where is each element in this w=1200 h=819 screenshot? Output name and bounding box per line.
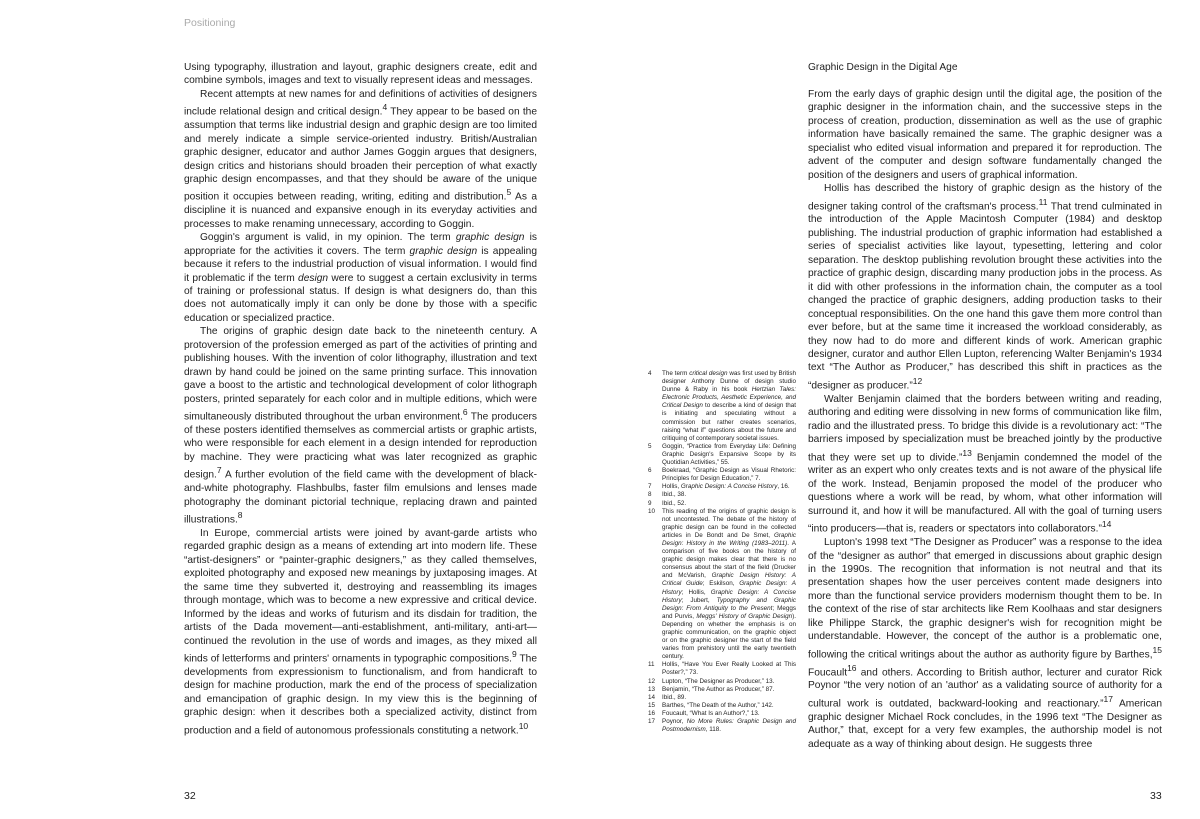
footnote-number: 14 <box>648 693 656 701</box>
paragraph: From the early days of graphic design until the digital age, the position of the graphic designer in the information chain, and the successive steps in the process of creation, production, dissemination as well as the use of graphic information have basically remained the same. The graphic designer was a specialist who edited visual information and prepared it for reproduction. The advent of the computer and design software fundamentally changed the position of the designers and users of graphical information. <box>808 89 1162 181</box>
running-head: Positioning <box>184 17 236 29</box>
footnote-text: Hollis, Graphic Design: A Concise History, 16. <box>662 483 790 491</box>
footnote-ref: 11 <box>1038 196 1048 207</box>
footnote-number: 8 <box>648 491 652 499</box>
footnote-ref: 8 <box>237 510 243 521</box>
footnote-ref: 4 <box>382 102 388 113</box>
footnote-text: Poynor, No More Rules: Graphic Design and Postmodernism, 118. <box>662 718 796 734</box>
footnote-number: 13 <box>648 685 656 693</box>
footnote-number: 10 <box>648 507 656 515</box>
footnote-ref: 15 <box>1152 644 1162 655</box>
footnote-number: 15 <box>648 701 656 709</box>
footnote-text: Foucault, “What Is an Author?,” 13. <box>662 709 760 717</box>
footnote-text: Ibid., 52. <box>662 499 687 507</box>
footnote-number: 17 <box>648 718 656 726</box>
paragraph: The origins of graphic design date back to the nineteenth century. A protoversion of the profession emerged as part of the activities of printing and publishing houses. With the invention of color lithography, illustration and text drawn by hand could be joined on the same printing surface. This innovation gave a boost to the artistic and technological development of color lithograph posters, printed separately for each color and in multiple editions, which were simultaneously distributed throughout the urban environment.$^6$ The producers of these posters identified themselves as commercial artists or graphic artists, who were responsible for each element in a design intended for reproduction by machine. They were practicing what was later recognized as graphic design.$^7$ A further evolution of the field came with the development of black-and-white photography. Flashbulbs, faster film emulsions and lenses made photography the dominant pictorial technique, replacing drawn and painted illustrations.$^8$ <box>184 326 537 526</box>
footnote-text: This reading of the origins of graphic design is not uncontested. The debate of the history of graphic design can be found in the collected articles in De Bondt and De Smet, Graphic Design: History in the Writing (1983–2011). A comparison of five books on the history of graphic design makes clear that there is no consensus about the start of the field (Drucker and McVarish, Graphic Design History: A Critical Guide; Eskilson, Graphic Design: A History; Hollis, Graphic Design: A Concise History; Jubert, Typography and Graphic Design: From Antiquity to the Present; Meggs and Purvis, Meggs' History of Graphic Design). Depending on whether the emphasis is on graphic communication, on the graphic object or on the graphic designer the start of the field varies from prehistory until the early twentieth century. <box>662 507 797 661</box>
footnote-text: Hollis, “Have You Ever Really Looked at This Poster?,” 73. <box>662 661 796 677</box>
footnote-number: 4 <box>648 370 652 377</box>
footnote-ref: 16 <box>847 662 857 673</box>
footnote-ref: 6 <box>462 407 468 418</box>
footnotes-list <box>648 370 796 734</box>
paragraph: Hollis has described the history of graphic design as the history of the designer taking control of the craftsman's process.$^{11}$ That trend culminated in the introduction of the Apple Macintosh Computer (1984) and desktop publishing. The industrial production of graphic information had established a series of specialist activities like layout, typesetting, lettering and color separation. The desktop publishing revolution brought these activities into the practice of graphic design, discarding many production jobs in the process. As it did with other professions in the information chain, the computer as a tool changed the practice of graphic designers, adding production tasks to their conceptual responsibilities. On the one hand this gave them more control than ever before, but at the same time it increased the workload considerably, as they now had to do more and different kinds of work. American graphic designer, curator and author Ellen Lupton, referencing Walter Benjamin's 1934 text “The Author as Producer,” has described this shift in practices as the “designer as producer.”$^{12}$ <box>808 183 1162 392</box>
footnote-item <box>648 718 796 734</box>
footnote-text: Ibid., 38. <box>662 491 687 499</box>
paragraph: Recent attempts at new names for and definitions of activities of designers include relational design and critical design.$^4$ They appear to be based on the assumption that terms like industrial design and graphic design are too limited and merely indicate a simple service-oriented industry. British/Australian graphic designer, educator and author James Goggin argues that designers, design critics and historians should broaden their perception of what exactly graphic design encompasses, and that they should be aware of the unique position it occupies between reading, writing, editing and distribution.$^5$ As a discipline it is nuanced and expansive enough in its everyday activities and processes to make renaming unnecessary, according to Goggin. <box>184 88 538 230</box>
paragraph: Using typography, illustration and layout, graphic designers create, edit and combine symbols, images and text to visually represent ideas and messages. <box>184 62 537 87</box>
footnote-item <box>648 508 796 662</box>
footnote-number: 11 <box>648 661 655 669</box>
footnote-item <box>648 500 796 508</box>
footnote-item <box>648 702 796 710</box>
page-number-right: 33 <box>1150 790 1162 802</box>
right-column <box>808 88 1162 751</box>
footnote-number: 7 <box>648 483 652 491</box>
footnote-ref: 14 <box>1101 519 1112 530</box>
footnote-ref: 5 <box>506 187 512 198</box>
footnote-item <box>648 443 796 467</box>
footnote-item <box>648 483 796 491</box>
footnote-number: 6 <box>648 467 652 475</box>
footnote-ref: 13 <box>962 447 972 458</box>
page-number-left: 32 <box>184 790 196 802</box>
footnote-ref: 12 <box>912 375 923 386</box>
section-heading: Graphic Design in the Digital Age <box>808 62 958 73</box>
footnote-item <box>648 491 796 499</box>
footnote-text: Goggin, “Practice from Everyday Life: Defining Graphic Design's Expansive Scope by its Quotidian Activities,” 55. <box>662 442 796 467</box>
footnote-text: The term critical design was first used by British designer Anthony Dunne of design studio Dunne & Raby in his book Hertzian Tales: Electronic Products, Aesthetic Experience, and Critical Design to describe a kind of design that is initiating and speculating without a commission but rather creates scenarios, raising “what if” questions about the future and critiquing of contemporary societal issues. <box>662 370 796 442</box>
footnote-ref: 7 <box>216 465 222 476</box>
footnote-item <box>648 710 796 718</box>
footnote-item <box>648 694 796 702</box>
footnote-text: Ibid., 89. <box>662 693 687 701</box>
footnote-item <box>648 686 796 694</box>
footnote-item <box>648 370 796 443</box>
footnote-ref: 9 <box>511 648 517 659</box>
footnote-text: Lupton, “The Designer as Producer,” 13. <box>662 677 775 685</box>
footnote-item <box>648 678 796 686</box>
paragraph: Goggin's argument is valid, in my opinion. The term graphic design is appropriate for the activities it covers. The term graphic design is appealing because it refers to the industrial production of visual information. I would find it problematic if the term design were to suggest a certain exclusivity in terms of training or professional status. If design is what designers do, than this does not automatically imply it can only be done by those with a specific education or specialized practice. <box>184 232 538 324</box>
paragraph: Lupton's 1998 text “The Designer as Producer” was a response to the idea of the “designer as author” that emerged in discussions about graphic design in the 1990s. The recognition that information is not neutral and that its presentation shapes how the user perceives content made designers into more than the functional service providers modernism thought them to be. In the context of the rise of star architects like Rem Koolhaas and star designers like Philippe Starck, the graphic designer's wish for recognition might be understandable. However, the concept of the author is a problematic one, following the critical writings about the author as authority figure by Barthes,$^{15}$ Foucault$^{16}$ and others. According to British author, lecturer and curator Rick Poynor “the very notion of an 'author' as a validating source of authority for a cultural work is outdated, backward-looking and reactionary.”$^{17}$ American graphic designer Michael Rock concludes, in the 1996 text “The Designer as Author,” that, except for a very few examples, the authorship model is not adequate as a way of thinking about design. He suggests three <box>808 537 1162 750</box>
footnote-text: Benjamin, “The Author as Producer,” 87. <box>662 685 775 693</box>
footnote-ref: 10 <box>518 720 529 731</box>
footnote-number: 16 <box>648 709 656 717</box>
footnote-number: 5 <box>648 442 652 450</box>
paragraph: Walter Benjamin claimed that the borders between writing and reading, authoring and editing were dissolving in new forms of communication like film, radio and the illustrated press. To bridge this divide is a revolutionary act: “The barriers imposed by specialization must be breached jointly by the productive that they were set up to divide.”$^{13}$ Benjamin condemned the model of the writer as an expert who only creates texts and is not aware of the physical life of the work. Instead, Benjamin proposed the model of the producer who questions where a work will be read, by whom, what other information will surround it, and how it will be manufactured. All with the goal of turning users “into producers—that is, readers or spectators into collaborators.”$^{14}$ <box>808 393 1162 535</box>
footnote-number: 9 <box>648 499 652 507</box>
footnote-item <box>648 467 796 483</box>
footnote-item <box>648 661 796 677</box>
footnote-text: Boekraad, “Graphic Design as Visual Rhetoric: Principles for Design Education,” 7. <box>662 467 796 483</box>
footnote-number: 12 <box>648 677 656 685</box>
footnote-ref: 17 <box>1103 693 1113 704</box>
paragraph: In Europe, commercial artists were joined by avant-garde artists who regarded graphic design as a means of extending art into modern life. These “artist-designers” or “painter-graphic designers,” as they called themselves, exploited photography and exposed new meanings by juxtaposing images. At the same time they subverted it, destroying and reassembling its images through montage, which was to become a new expressive and critical device. Informed by the ideas and works of futurism and its disdain for tradition, the artists of the Dada movement—anti-establishment, anti-military, anti-art—continued the revolution in the use of words and images, as they mixed all kinds of letterforms and printers' ornaments in typographic compositions.$^9$ The developments from expressionism to functionalism, and from handicraft to design for machine production, mark the end of the process of specialization and emancipation of graphic design. In my view this is the beginning of graphic design: when it describes both a specialized activity, distinct from production and a field of autonomous professionals constituting a network.$^{10}$ <box>184 527 537 737</box>
footnote-text: Barthes, “The Death of the Author,” 142. <box>662 701 774 709</box>
left-column <box>184 61 537 737</box>
